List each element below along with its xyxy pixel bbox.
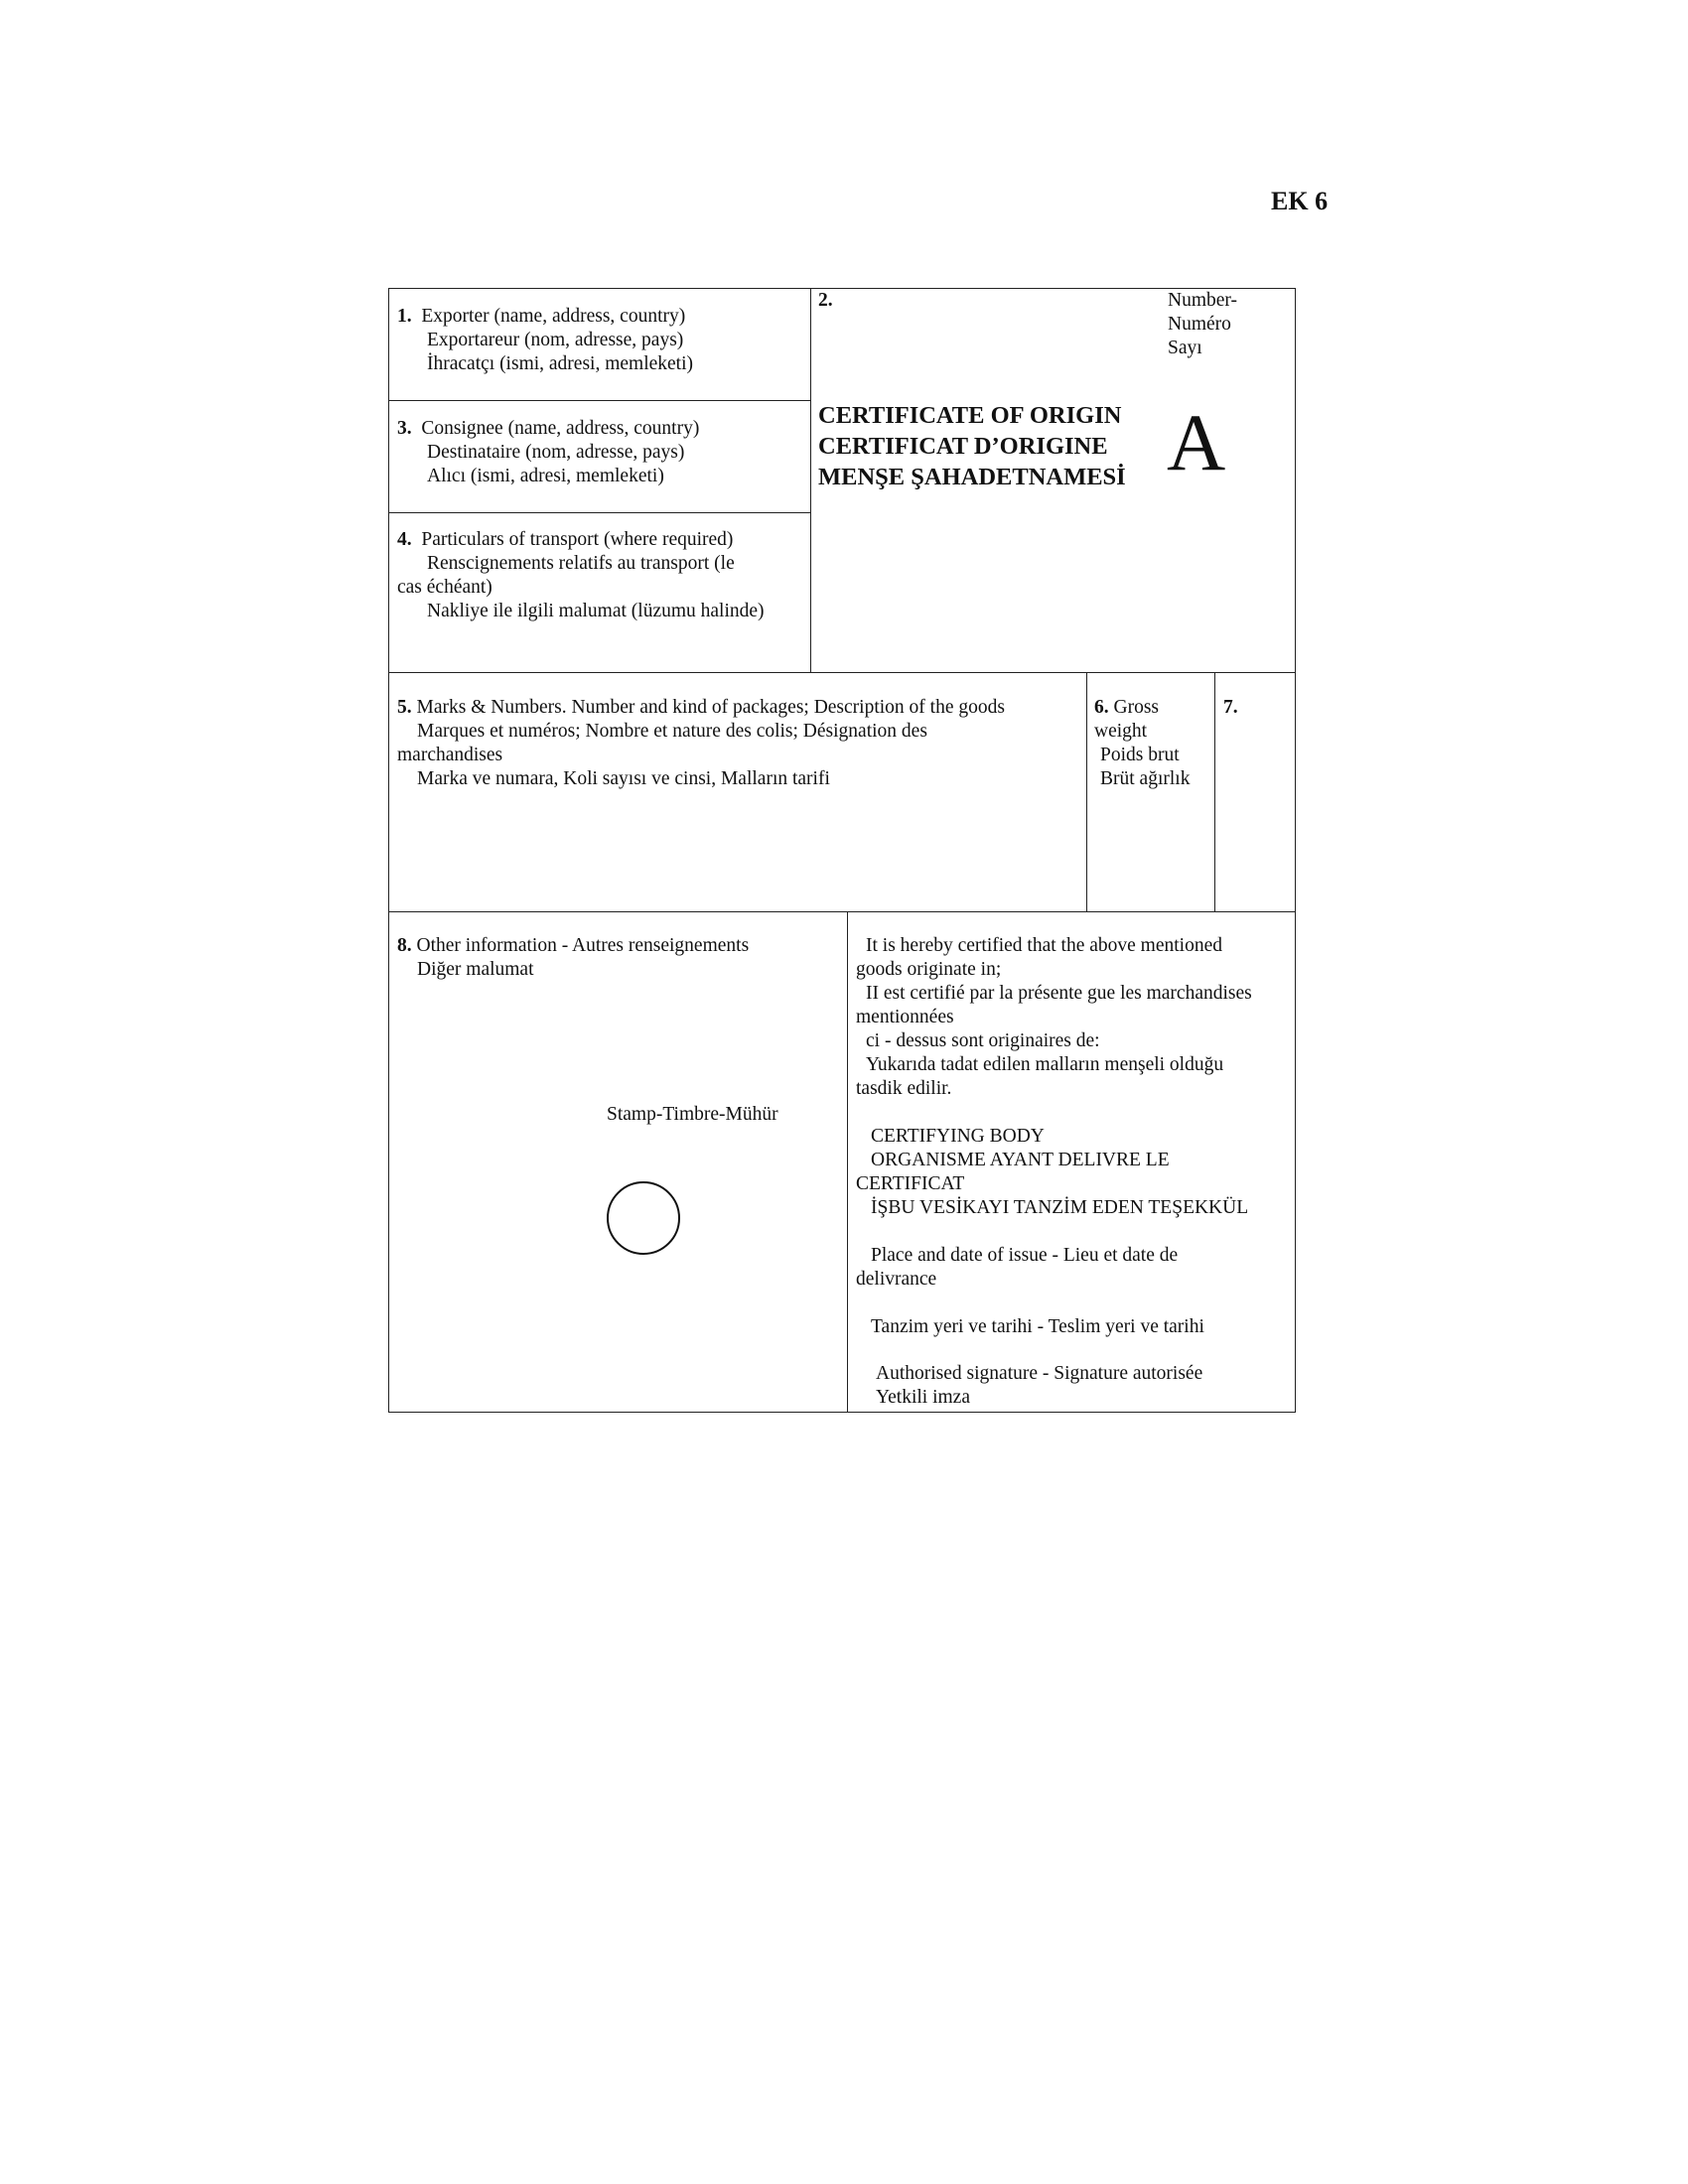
box8-number: 8.	[397, 935, 412, 956]
box6-line-fr: Poids brut	[1100, 745, 1180, 765]
statement-line-1: It is hereby certified that the above mentioned	[866, 935, 1222, 956]
certifying-body-en: CERTIFYING BODY	[871, 1126, 1045, 1147]
number-label-en: Number-	[1168, 290, 1238, 311]
tanzim-place-date: Tanzim yeri ve tarihi - Teslim yeri ve tarihi	[871, 1316, 1204, 1337]
divider-box3-box4	[389, 512, 811, 513]
box6-line-weight: weight	[1094, 721, 1148, 742]
signature-line-1: Authorised signature - Signature autorisée	[876, 1363, 1203, 1384]
box6-line-tr: Brüt ağırlık	[1100, 768, 1191, 789]
box8-line-en-fr: Other information - Autres renseignements	[416, 935, 750, 956]
number-label-fr: Numéro	[1168, 314, 1231, 335]
place-date-line-2: delivrance	[856, 1269, 937, 1290]
box5-line-tr: Marka ve numara, Koli sayısı ve cinsi, Malların tarifi	[417, 768, 830, 789]
box8-line-tr: Diğer malumat	[417, 959, 534, 980]
number-label-tr: Sayı	[1168, 338, 1202, 358]
certifying-body-tr: İŞBU VESİKAYI TANZİM EDEN TEŞEKKÜL	[871, 1197, 1249, 1218]
stamp-label: Stamp-Timbre-Mühür	[607, 1104, 778, 1125]
statement-line-4: mentionnées	[856, 1007, 954, 1027]
divider-top-section	[389, 672, 1295, 673]
box5-goods-description	[397, 696, 1005, 791]
title-fr: CERTIFICAT D’ORIGINE	[818, 433, 1108, 460]
box1-line-en: Exporter (name, address, country)	[421, 306, 686, 327]
box7-number: 7.	[1223, 697, 1238, 718]
box4-number: 4.	[397, 529, 412, 550]
certifying-body	[856, 1125, 1248, 1220]
stamp-circle	[607, 1181, 680, 1255]
divider-box8-certification	[847, 911, 848, 1413]
title-en: CERTIFICATE OF ORIGIN	[818, 402, 1122, 429]
box3-line-tr: Alıcı (ismi, adresi, memleketi)	[427, 466, 664, 486]
statement-line-7: tasdik edilir.	[856, 1078, 952, 1099]
divider-box1-box3	[389, 400, 811, 401]
statement-line-6: Yukarıda tadat edilen malların menşeli olduğu	[866, 1054, 1224, 1075]
box1-line-fr: Exportareur (nom, adresse, pays)	[427, 330, 684, 350]
statement-line-5: ci - dessus sont originaires de:	[866, 1030, 1100, 1051]
certificate-title	[818, 400, 1126, 492]
box3-line-en: Consignee (name, address, country)	[421, 418, 700, 439]
title-tr: MENŞE ŞAHADETNAMESİ	[818, 464, 1126, 490]
box3-line-fr: Destinataire (nom, adresse, pays)	[427, 442, 685, 463]
box1-exporter	[397, 305, 693, 376]
box4-line-tr: Nakliye ile ilgili malumat (lüzumu halinde)	[427, 601, 765, 621]
signature-line-2: Yetkili imza	[876, 1387, 970, 1408]
box3-consignee	[397, 417, 699, 488]
box4-line-en: Particulars of transport (where required)	[421, 529, 734, 550]
box4-line-fr: Renscignements relatifs au transport (le	[427, 553, 735, 574]
statement-line-2: goods originate in;	[856, 959, 1002, 980]
divider-middle-section	[389, 911, 1295, 912]
statement-line-3: II est certifié par la présente gue les marchandises	[866, 983, 1252, 1004]
box8-other-information	[397, 934, 749, 982]
box4-transport	[397, 528, 765, 623]
certifying-body-fr-cont: CERTIFICAT	[856, 1173, 965, 1194]
box5-line-en: Marks & Numbers. Number and kind of packages; Description of the goods	[416, 697, 1005, 718]
box2-number-label	[1168, 289, 1237, 360]
box5-line-fr: Marques et numéros; Nombre et nature des colis; Désignation des	[417, 721, 927, 742]
divider-left-box2	[810, 289, 811, 673]
authorised-signature	[876, 1362, 1202, 1410]
certificate-form	[388, 288, 1296, 1413]
box1-line-tr: İhracatçı (ismi, adresi, memleketi)	[427, 353, 694, 374]
form-letter: A	[1167, 397, 1226, 487]
box1-number: 1.	[397, 306, 412, 327]
box4-line-fr-cont: cas échéant)	[397, 577, 492, 598]
box5-number: 5.	[397, 697, 412, 718]
box2-number: 2.	[818, 290, 833, 311]
box6-line-gross: Gross	[1113, 697, 1160, 718]
annex-label: EK 6	[1271, 187, 1329, 215]
box5-line-fr-cont: marchandises	[397, 745, 503, 765]
divider-box6-box7	[1214, 672, 1215, 912]
box3-number: 3.	[397, 418, 412, 439]
divider-box5-box6	[1086, 672, 1087, 912]
certification-statement	[856, 934, 1252, 1101]
place-date-line-1: Place and date of issue - Lieu et date de	[871, 1245, 1179, 1266]
box6-number: 6.	[1094, 697, 1109, 718]
box6-gross-weight	[1094, 696, 1190, 791]
place-date-issue	[856, 1244, 1178, 1292]
certifying-body-fr: ORGANISME AYANT DELIVRE LE	[871, 1150, 1170, 1170]
